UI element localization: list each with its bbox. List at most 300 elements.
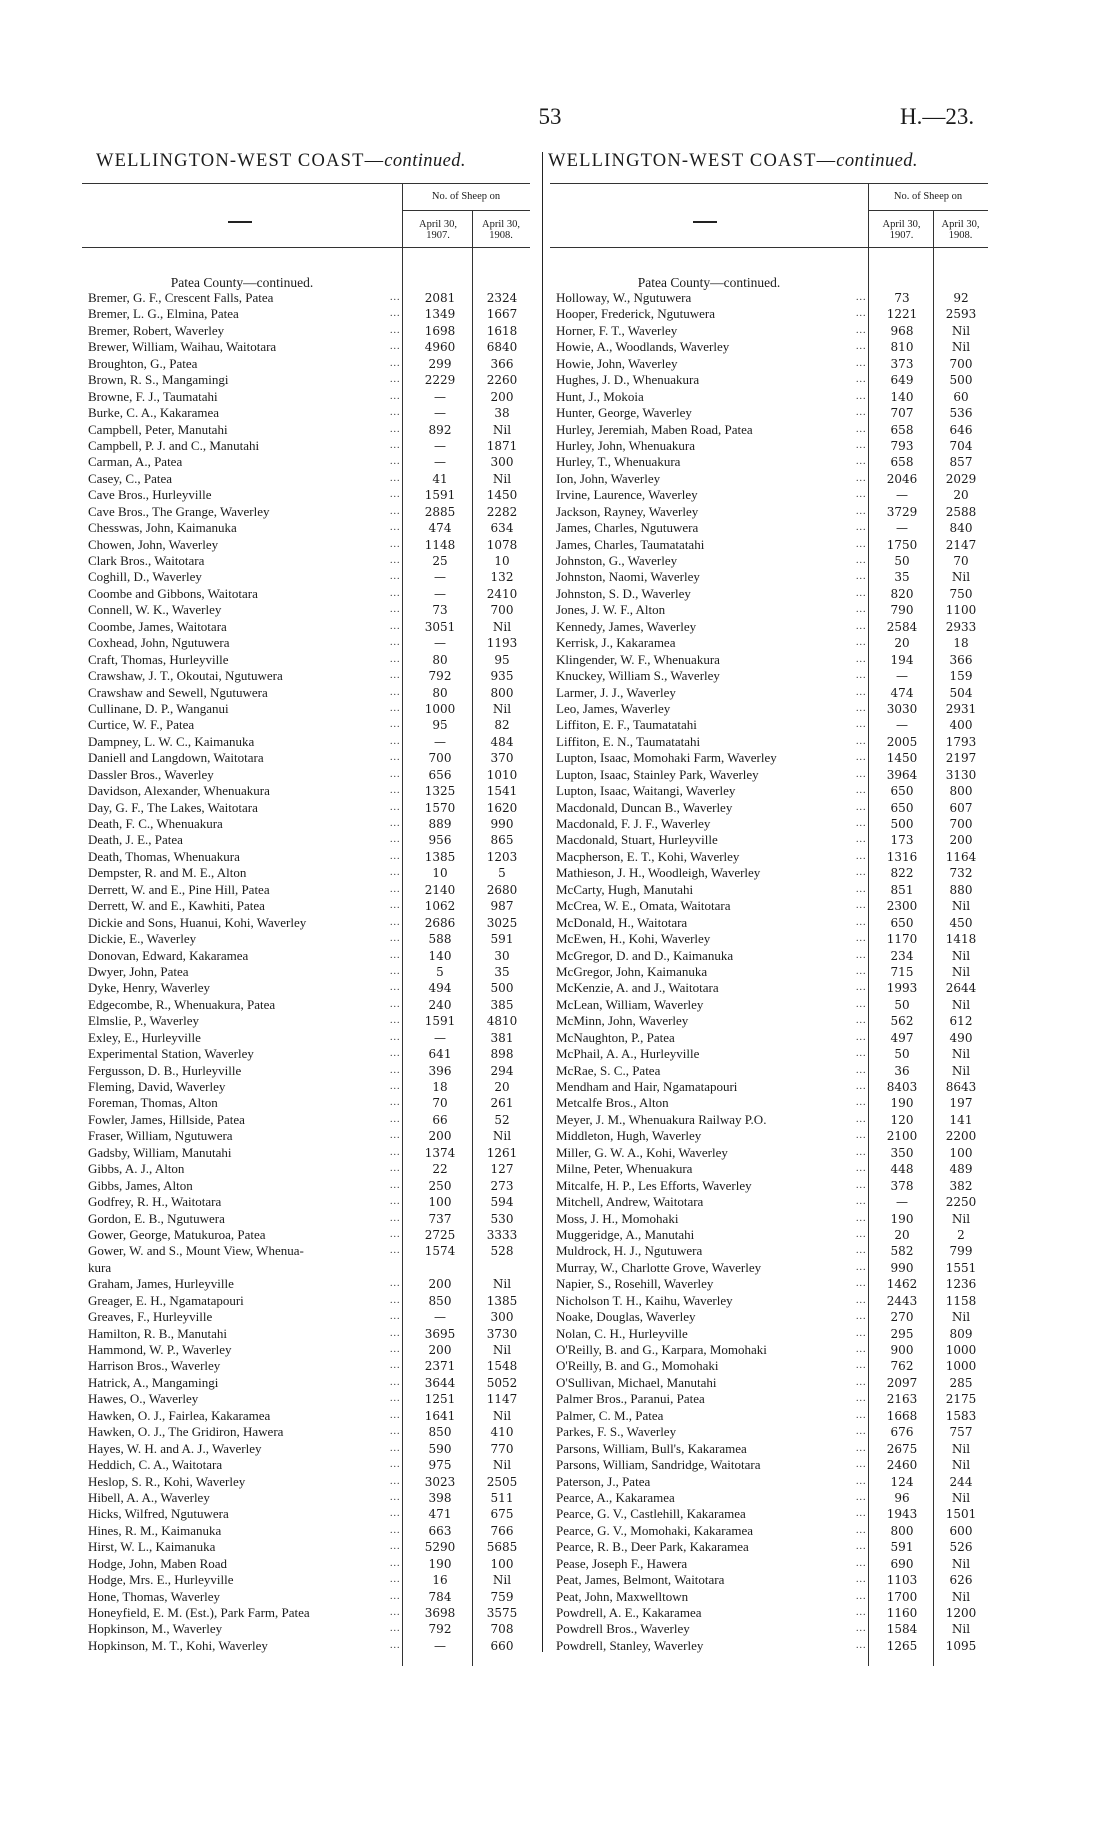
leader-dots: ... [390,1360,401,1372]
sheep-count-1908: 700 [490,603,514,618]
table-row [82,898,530,914]
sheep-count-1908: 626 [949,1573,973,1588]
sheep-count-1908: Nil [492,1343,512,1357]
leader-dots: ... [390,1064,401,1076]
sheep-count-1907: 5290 [424,1540,456,1555]
owner-name: Gordon, E. B., Ngutuwera [88,1210,225,1226]
title-main: WELLINGTON-WEST COAST— [548,151,837,171]
sheep-count-1908: 132 [490,570,514,585]
table-row [550,1572,988,1588]
leader-dots: ... [390,571,401,583]
table-row [550,372,988,388]
table-row [550,356,988,372]
leader-dots: ... [390,1557,401,1569]
sheep-count-1908: 898 [490,1047,514,1062]
table-row [82,1408,530,1424]
owner-name: Curtice, W. F., Patea [88,717,195,733]
sheep-count-1908: Nil [951,570,971,585]
sheep-count-1908: 1871 [486,438,518,453]
sheep-count-1907: 2163 [886,1392,918,1407]
owner-name: Hines, R. M., Kaimanuka [88,1522,222,1538]
leader-dots: ... [856,670,867,682]
sheep-count-1907: 350 [890,1145,914,1160]
leader-dots: ... [390,407,401,419]
table-row [82,1128,530,1144]
leader-dots: ... [390,620,401,632]
owner-name: Powdrell, Stanley, Waverley [556,1637,704,1653]
sheep-count-1907: 1170 [886,932,918,947]
leader-dots: ... [856,1574,867,1586]
sheep-count-1907: 18 [432,1080,448,1094]
table-row [82,339,530,355]
sheep-count-1908: 809 [949,1326,973,1341]
sheep-count-1907: 1221 [886,307,918,322]
table-row [82,980,530,996]
leader-dots: ... [390,933,401,945]
owner-name: Noake, Douglas, Waverley [556,1309,696,1325]
sheep-count-1907: 650 [890,800,914,815]
leader-dots: ... [390,472,401,484]
owner-name: Hughes, J. D., Whenuakura [556,372,700,388]
table-row [550,1358,988,1374]
leader-dots: ... [856,949,867,961]
table-row [550,306,988,322]
sheep-count-1908: 660 [490,1638,514,1653]
sheep-count-1907: 36 [894,1063,910,1078]
sheep-count-1907: 50 [894,554,910,568]
owner-name: Pease, Joseph F., Hawera [556,1555,688,1571]
leader-dots: ... [390,1146,401,1158]
table-row [550,816,988,832]
leader-dots: ... [390,801,401,813]
owner-name: McEwen, H., Kohi, Waverley [556,931,711,947]
sheep-count-1908: 880 [949,882,973,897]
sheep-count-1908: 1541 [486,784,518,799]
owner-name: Gadsby, William, Manutahi [88,1144,232,1160]
leader-dots: ... [390,1639,401,1651]
leader-dots: ... [856,1228,867,1240]
owner-name: kura [88,1259,112,1275]
table-row [82,816,530,832]
sheep-count-1907: 2097 [886,1375,918,1390]
sheep-count-1908: 526 [949,1540,973,1555]
table-row [82,1178,530,1194]
sheep-count-1908: 1010 [486,767,518,782]
leader-dots: ... [856,1607,867,1618]
owner-name: Milne, Peter, Whenuakura [556,1161,693,1177]
table-row [550,339,988,355]
leader-dots: ... [390,1228,401,1240]
sheep-count-1907: — [434,636,446,651]
owner-name: Hurley, John, Whenuakura [556,437,695,453]
sheep-count-1907: 497 [890,1030,914,1045]
sheep-count-1908: 3575 [486,1606,518,1620]
table-row [82,1112,530,1128]
sheep-count-1908: 5 [498,866,506,881]
sheep-count-1908: 511 [490,1490,514,1505]
leader-dots: ... [856,1097,867,1109]
table-row [550,1506,988,1522]
sheep-count-1907: 2686 [424,915,456,930]
leader-dots: ... [390,1574,401,1586]
sheep-count-1908: Nil [951,1589,971,1604]
leader-dots: ... [390,1508,401,1520]
sheep-count-1908: 410 [490,1425,514,1440]
table-row [550,1605,988,1621]
sheep-count-1907: 200 [428,1343,452,1357]
sheep-count-1908: 591 [490,932,514,947]
table-row [82,619,530,635]
name-column-heading [693,221,717,223]
sheep-count-1907: 471 [428,1507,452,1522]
table-row [82,1227,530,1243]
sheep-count-1908: 1147 [486,1392,518,1407]
sheep-count-1907: 889 [428,817,452,831]
table-row [550,1638,988,1654]
sheep-count-1907: 850 [428,1293,452,1308]
sheep-count-1907: — [434,455,446,470]
sheep-count-1908: 536 [949,406,973,421]
table-row [550,1013,988,1029]
sheep-count-1908: 366 [490,356,514,371]
owner-name: Fowler, James, Hillside, Patea [88,1111,245,1127]
sheep-count-1907: 968 [890,323,914,338]
leader-dots: ... [856,637,867,649]
table-row [82,372,530,388]
leader-dots: ... [856,324,867,336]
sheep-count-1907: 2371 [424,1359,456,1374]
leader-dots: ... [856,522,867,534]
table-row [550,783,988,799]
sheep-count-1908: Nil [492,1277,512,1292]
owner-name: Hurley, T., Whenuakura [556,454,681,470]
table-row [82,1539,530,1555]
leader-dots: ... [856,1196,867,1208]
sheep-count-1908: 2324 [486,291,518,305]
sheep-count-1907: — [434,438,446,453]
owner-name: Macdonald, F. J. F., Waverley [556,816,711,831]
county-heading: Patea County—continued. [637,275,781,290]
sheep-count-1908: 857 [949,455,973,470]
sheep-count-1908: 1203 [486,849,518,864]
table-row [82,635,530,651]
owner-name: Howie, John, Waverley [556,355,678,371]
leader-dots: ... [856,1442,867,1454]
owner-name: Hodge, Mrs. E., Hurleyville [88,1572,234,1588]
sheep-count-1908: 3730 [486,1326,518,1341]
sheep-count-1908: 2260 [486,373,518,388]
sheep-count-1907: 1325 [424,784,456,799]
owner-name: Powdrell, A. E., Kakaramea [556,1605,702,1620]
sheep-count-1907: 50 [894,1047,910,1062]
table-row [550,1112,988,1128]
table-row [82,1523,530,1539]
sheep-count-1907: 892 [428,422,452,437]
leader-dots: ... [856,1031,867,1043]
owner-name: Derrett, W. and E., Kawhiti, Patea [88,898,265,914]
sheep-count-1907: 448 [890,1162,914,1177]
sheep-count-1907: 1641 [424,1408,456,1423]
leader-dots: ... [856,1245,867,1257]
leader-dots: ... [390,883,401,895]
sheep-count-1908: 799 [949,1244,973,1259]
table-row [82,1474,530,1490]
owner-name: Macdonald, Stuart, Hurleyville [556,832,718,848]
sheep-count-1908: 750 [949,586,973,601]
owner-name: Coombe, James, Waitotara [88,618,227,634]
name-column-heading [228,221,252,223]
owner-name: Hawes, O., Waverley [88,1391,199,1407]
sheep-count-1907: 25 [432,554,448,568]
sheep-count-1908: 2029 [945,471,977,486]
header-group-label: No. of Sheep on [431,191,501,202]
sheep-count-1907: 990 [890,1260,914,1275]
owner-name: Campbell, P. J. and C., Manutahi [88,437,260,453]
owner-name: Godfrey, R. H., Waitotara [88,1194,222,1210]
sheep-count-1908: Nil [951,948,971,963]
owner-name: Davidson, Alexander, Whenuakura [88,783,270,799]
leader-dots: ... [856,1015,867,1027]
sheep-count-1908: Nil [951,323,971,338]
owner-name: Campbell, Peter, Manutahi [88,421,228,437]
leader-dots: ... [856,752,867,764]
table-row [82,1161,530,1177]
sheep-count-1908: 2588 [945,504,977,519]
sheep-count-1907: 120 [890,1112,914,1127]
sheep-count-1908: 18 [953,636,969,651]
leader-dots: ... [856,439,867,451]
owner-name: McNaughton, P., Patea [556,1029,675,1045]
owner-name: Palmer Bros., Paranui, Patea [556,1391,705,1407]
owner-name: Larmer, J. J., Waverley [556,684,676,700]
leader-dots: ... [390,1294,401,1306]
sheep-count-1908: 1000 [945,1359,977,1374]
owner-name: McPhail, A. A., Hurleyville [556,1046,700,1062]
owner-name: Powdrell Bros., Waverley [556,1621,690,1637]
table-row [550,1194,988,1210]
owner-name: Dempster, R. and M. E., Alton [88,865,247,881]
sheep-count-1908: 60 [953,389,969,404]
sheep-count-1907: 95 [432,718,448,733]
sheep-count-1907: — [434,1030,446,1045]
owner-name: Lupton, Isaac, Stainley Park, Waverley [556,766,759,782]
leader-dots: ... [390,719,401,731]
leader-dots: ... [390,522,401,534]
owner-name: McGregor, John, Kaimanuka [556,963,708,979]
header-col-1908: April 30, 1908. [482,219,520,241]
owner-name: Hammond, W. P., Waverley [88,1342,232,1357]
leader-dots: ... [390,686,401,698]
sheep-count-1907: 1584 [886,1622,918,1637]
sheep-count-1907: 378 [890,1178,914,1193]
owner-name: Metcalfe Bros., Alton [556,1095,669,1111]
table-row [550,553,988,569]
owner-name: James, Charles, Ngutuwera [556,520,699,536]
owner-name: Hicks, Wilfred, Ngutuwera [88,1506,229,1522]
sheep-count-1908: 1095 [945,1638,977,1653]
leader-dots: ... [390,735,401,747]
sheep-count-1907: — [434,1638,446,1653]
leader-dots: ... [390,949,401,961]
sheep-count-1908: 770 [490,1441,514,1456]
table-row [550,1161,988,1177]
sheep-count-1907: 790 [890,603,914,618]
sheep-count-1907: — [434,570,446,585]
leader-dots: ... [390,1278,401,1290]
leader-dots: ... [390,768,401,780]
table-rows [82,290,530,1654]
header-col-1907: April 30, 1907. [882,219,921,241]
leader-dots: ... [390,653,401,665]
leader-dots: ... [856,1311,867,1323]
sheep-count-1908: 2933 [945,619,977,634]
sheep-count-1908: 528 [490,1244,514,1259]
owner-name: McRae, S. C., Patea [556,1062,661,1078]
header-col-1907: April 30, 1907. [419,219,457,241]
sheep-count-1907: 2300 [886,899,918,914]
table-row [82,1063,530,1079]
owner-name: Kerrisk, J., Kakaramea [556,635,676,651]
table-row [550,635,988,651]
owner-name: Lupton, Isaac, Waitangi, Waverley [556,783,736,799]
leader-dots: ... [390,1113,401,1125]
table-row [82,931,530,947]
sheep-count-1907: 190 [428,1556,452,1571]
sheep-count-1908: 30 [494,948,510,963]
owner-name: Harrison Bros., Waverley [88,1358,221,1374]
table-row [550,652,988,668]
owner-name: Donovan, Edward, Kakaramea [88,947,249,963]
sheep-count-1907: 663 [428,1523,452,1538]
sheep-count-1908: Nil [492,619,512,634]
owner-name: Casey, C., Patea [88,470,172,486]
sheep-count-1907: 1103 [886,1573,918,1588]
page-reference: H.—23. [900,104,975,129]
leader-dots: ... [856,538,867,550]
sheep-count-1908: 1385 [486,1293,518,1308]
leader-dots: ... [390,1409,401,1421]
header-bottom-rule [82,247,530,248]
table-row [550,422,988,438]
table-row [550,1095,988,1111]
table-row [82,1506,530,1522]
table-row [82,1441,530,1457]
owner-name: McMinn, John, Waverley [556,1013,689,1029]
table-row [550,717,988,733]
sheep-count-1908: 300 [490,1310,514,1325]
leader-dots: ... [856,801,867,813]
sheep-count-1907: 1148 [424,537,456,552]
leader-dots: ... [856,357,867,369]
sheep-count-1907: 2100 [886,1129,918,1144]
sheep-count-1908: 2282 [486,504,518,519]
leader-dots: ... [856,1639,867,1651]
leader-dots: ... [856,1508,867,1520]
sheep-count-1907: 190 [890,1211,914,1226]
sheep-count-1908: 708 [490,1622,514,1637]
sheep-count-1907: 398 [428,1490,452,1505]
sheep-count-1908: 366 [949,652,973,667]
owner-name: McLean, William, Waverley [556,996,704,1012]
sheep-count-1907: 10 [432,866,448,881]
table-row [82,1589,530,1605]
owner-name: Lupton, Isaac, Momohaki Farm, Waverley [556,750,777,766]
table-row [550,1556,988,1572]
table-row [82,1095,530,1111]
sheep-count-1907: 658 [890,422,914,437]
table-row [550,586,988,602]
leader-dots: ... [390,1344,401,1355]
owner-name: Cullinane, D. P., Wanganui [88,700,229,716]
title-continued: continued. [384,151,466,171]
owner-name: Howie, A., Woodlands, Waverley [556,339,730,355]
column-divider [542,152,543,1652]
sheep-count-1907: 2229 [424,373,456,388]
leader-dots: ... [390,374,401,386]
table-row [82,1260,530,1276]
owner-name: Dwyer, John, Patea [88,963,189,979]
table-row [550,438,988,454]
leader-dots: ... [390,1376,401,1388]
sheep-count-1908: 273 [490,1178,514,1193]
owner-name: McCarty, Hugh, Manutahi [556,881,694,897]
table-row [550,767,988,783]
owner-name: Chesswas, John, Kaimanuka [88,520,237,536]
table-row [82,1605,530,1621]
leader-dots: ... [390,1623,401,1635]
sheep-count-1908: 2680 [486,882,518,897]
leader-dots: ... [856,1212,867,1224]
sheep-count-1907: 1450 [886,751,918,766]
table-row [82,1342,530,1358]
table-row [550,832,988,848]
leader-dots: ... [390,357,401,369]
sheep-count-1908: 5052 [486,1375,518,1390]
sheep-count-1907: 200 [428,1277,452,1292]
owner-name: Mitcalfe, H. P., Les Efforts, Waverley [556,1177,752,1193]
table-row [82,438,530,454]
owner-name: McCrea, W. E., Omata, Waitotara [556,898,731,914]
leader-dots: ... [856,390,867,402]
table-row [82,1621,530,1637]
leader-dots: ... [856,1376,867,1388]
owner-name: O'Reilly, B. and G., Karpara, Momohaki [556,1342,767,1357]
header-col-1908: April 30, 1908. [941,219,980,241]
owner-name: Parkes, F. S., Waverley [556,1424,677,1440]
table-row [550,1441,988,1457]
owner-name: Miller, G. W. A., Kohi, Waverley [556,1144,728,1160]
sheep-count-1907: 900 [890,1343,914,1357]
owner-name: Liffiton, E. F., Taumatatahi [556,717,697,733]
owner-name: Middleton, Hugh, Waverley [556,1128,702,1144]
owner-name: James, Charles, Taumatatahi [556,536,705,552]
sheep-count-1908: 244 [949,1474,973,1489]
sheep-count-1908: 1000 [945,1343,977,1357]
owner-name: Mathieson, J. H., Woodleigh, Waverley [556,865,761,881]
sheep-count-1907: 96 [894,1490,910,1505]
sheep-count-1907: 250 [428,1178,452,1193]
owner-name: Meyer, J. M., Whenuakura Railway P.O. [556,1111,767,1127]
leader-dots: ... [390,916,401,928]
owner-name: Hopkinson, M., Waverley [88,1621,223,1637]
table-row [550,997,988,1013]
sheep-count-1908: 612 [949,1014,973,1029]
sheep-count-1907: — [896,669,908,684]
sheep-count-1908: 38 [494,406,510,421]
owner-name: Heslop, S. R., Kohi, Waverley [88,1473,246,1489]
table-row [82,800,530,816]
table-row [82,1490,530,1506]
